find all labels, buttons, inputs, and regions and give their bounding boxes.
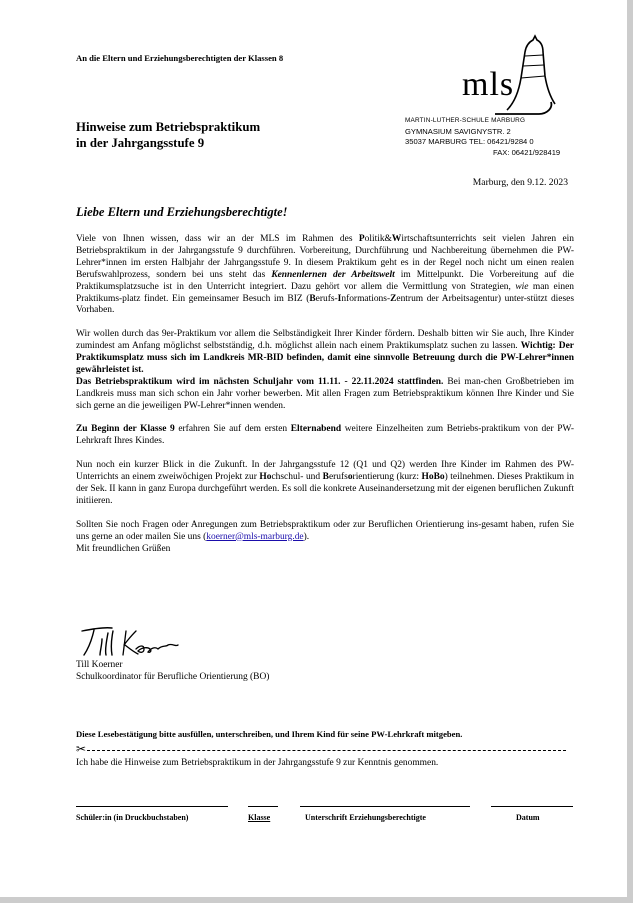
signer-name: Till Koerner <box>76 660 123 670</box>
class-label: Klasse <box>248 813 271 822</box>
school-fax: FAX: 06421/928419 <box>493 147 561 157</box>
school-name: MARTIN-LUTHER-SCHULE MARBURG <box>405 117 526 124</box>
recipient-line: An die Eltern und Erziehungsberechtigten der Klassen 8 <box>76 53 284 63</box>
title-line-2: in der Jahrgangsstufe 9 <box>76 136 205 150</box>
paragraph-3: Zu Beginn der Klasse 9 erfahren Sie auf dem ersten Elternabend weitere Einzelheiten zum Betriebs-praktikum von der PW-Lehrkraft Ihres Kindes. <box>76 424 574 447</box>
handwritten-signature <box>78 625 188 659</box>
school-type-street: GYMNASIUM SAVIGNYSTR. 2 <box>405 126 511 136</box>
signature-label: Unterschrift Erziehungsberechtigte <box>305 813 426 822</box>
cut-line <box>76 742 566 757</box>
greeting: Liebe Eltern und Erziehungsberechtigte! <box>76 205 288 219</box>
signer-block <box>76 659 269 683</box>
parent-signature-line[interactable] <box>300 806 470 808</box>
dashed-line <box>87 750 566 751</box>
scissors-icon: ✂ <box>76 742 87 756</box>
logo-wordmark: mls <box>462 66 515 103</box>
acknowledgement-text: Ich habe die Hinweise zum Betriebspraktikum in der Jahrgangsstufe 9 zur Kenntnis genommen. <box>76 758 439 768</box>
class-line[interactable] <box>248 806 278 808</box>
school-city-phone: 35037 MARBURG TEL: 06421/9284 0 <box>405 137 534 146</box>
paragraph-4: Nun noch ein kurzer Blick in die Zukunft. In der Jahrgangsstufe 12 (Q1 und Q2) werden Ihre Kinder im Rahmen des PW-Unterrichts an einem zweiwöchigen Projekt zur Hochschul- und Berufsorientierung (kurz: HoBo) teilnehmen. Dieses Praktikum in der Sek. II kann in ganz Europa durchgeführt werden. Es soll die konkrete Auseinandersetzung mit der eigenen beruflichen Zukunft initiieren. <box>76 460 574 506</box>
return-notice: Diese Lesebestätigung bitte ausfüllen, unterschreiben, und Ihrem Kind für seine PW-Lehrkraft mitgeben. <box>76 729 463 739</box>
closing: Mit freundlichen Grüßen <box>76 543 171 554</box>
email-link[interactable]: koerner@mls-marburg.de <box>206 531 304 542</box>
date-label: Datum <box>516 813 540 822</box>
student-name-line[interactable] <box>76 806 228 808</box>
title-line-1: Hinweise zum Betriebspraktikum <box>76 120 261 134</box>
signer-role: Schulkoordinator für Berufliche Orientierung (BO) <box>76 672 270 682</box>
school-address <box>405 116 560 158</box>
letter-title <box>76 119 260 151</box>
paragraph-5: Sollten Sie noch Fragen oder Anregungen zum Betriebspraktikum oder zur Beruflichen Orientierung ins-gesamt haben, rufen Sie uns gerne an oder mailen Sie uns (koerner@mls-marburg.de). Mit freundlichen Grüßen <box>76 519 574 554</box>
student-label: Schüler:in (in Druckbuchstaben) <box>76 813 189 822</box>
paragraph-2: Wir wollen durch das 9er-Praktikum vor allem die Selbständigkeit Ihrer Kinder fördern. Deshalb bitten wir Sie auch, Ihre Kinder zumindest am Anfang möglichst selbstständig, d.h. möglichst allein nach einem Praktikumsplatz suchen zu lassen. Wichtig: Der Praktikumsplatz muss sich im Landkreis MR-BID befinden, damit eine sinnvolle Betreuung durch die PW-Lehrer*innen gewährleistet ist. Das Betriebspraktikum wird im nächsten Schuljahr vom 11.11. - 22.11.2024 stattfinden. Bei man-chen Großbetrieben im Landkreis muss man sich schon ein Jahr vorher bewerben. Mit allen Fragen zum Betriebspraktikum können Ihre Kinder und Sie sich gerne an die jeweiligen PW-Lehrer*innen wenden. <box>76 329 575 411</box>
letter-date: Marburg, den 9.12. 2023 <box>472 177 568 188</box>
date-line[interactable] <box>491 806 573 808</box>
paragraph-1: Viele von Ihnen wissen, dass wir an der MLS im Rahmen des Politik&Wirtschaftsunterrichts seit vielen Jahren ein Betriebspraktikum in der Jahrgangsstufe 9 durchführen. Vorbereitung, Durchführung und Nachbereitung übernehmen die PW-Lehrer*innen im ersten Halbjahr der Jahrgangsstufe 9. In diesem Praktikum geht es in der Regel noch nicht um einen realen Berufswahlprozess, sondern bei uns steht das Kennenlernen der Arbeitswelt im Mittelpunkt. Die Vorbereitung auf die Praktikumsplatzsuche ist in den Unterricht integriert. Dazu gehört vor allem die Vermittlung von Strategien, wie man einen Praktikums-platz findet. Ein gemeinsamer Besuch im BIZ (Berufs-Informations-Zentrum der Arbeitsagentur) unter-stützt dieses Vorhaben. <box>76 234 575 316</box>
letter-body <box>76 234 574 555</box>
